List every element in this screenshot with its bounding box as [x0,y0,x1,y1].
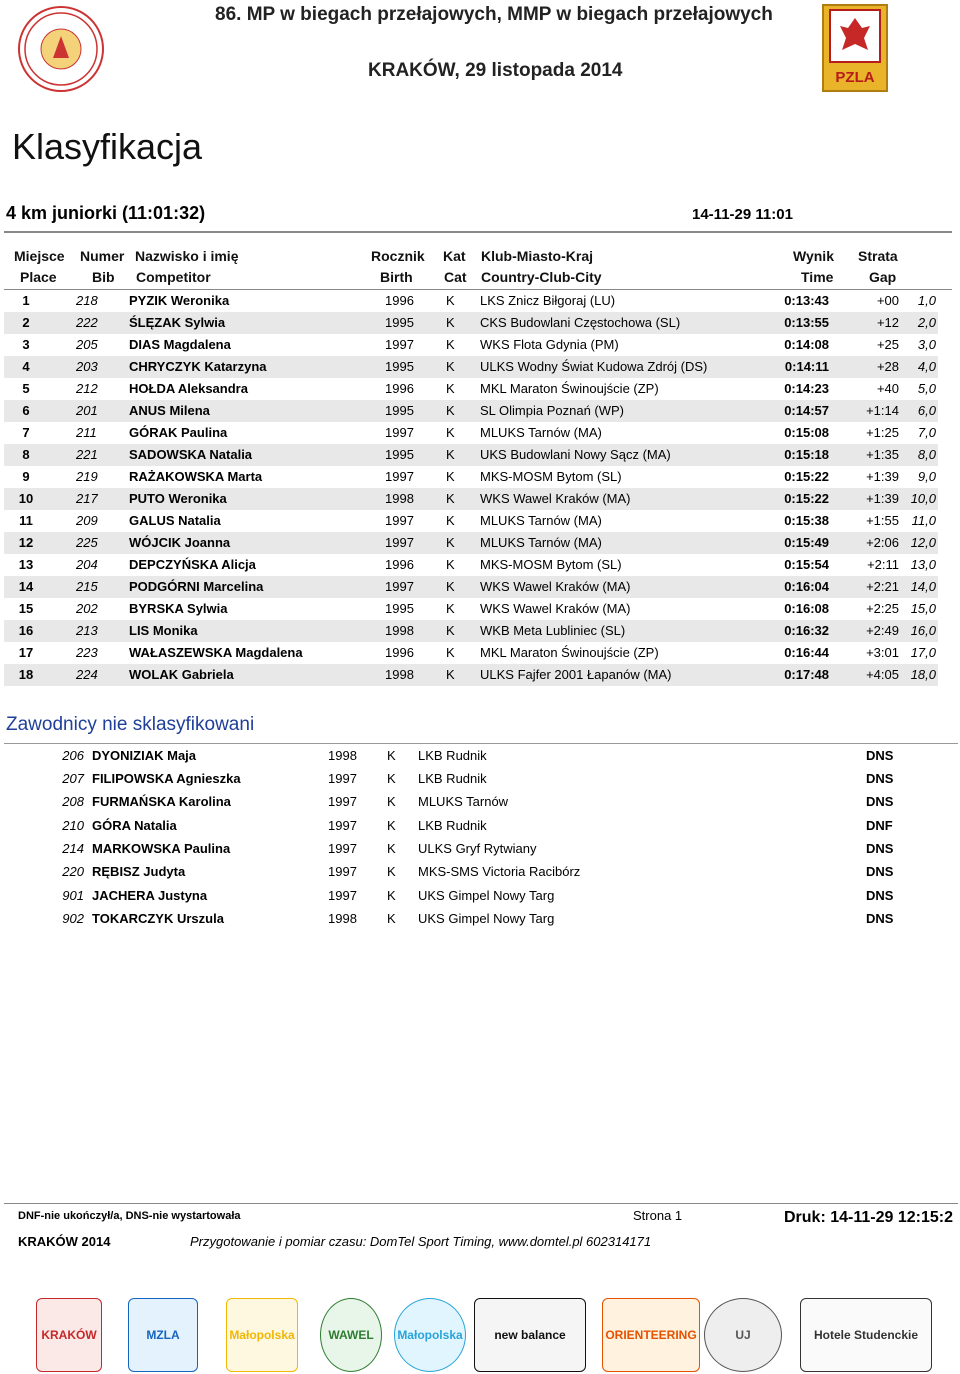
status: DNS [866,748,894,763]
points: 8,0 [917,447,936,462]
place: 13 [18,557,34,572]
table-row [4,576,938,598]
bib: 222 [76,315,98,330]
place: 11 [19,513,33,528]
bib: 202 [76,601,98,616]
table-row [4,488,938,510]
birth-year: 1997 [385,469,414,484]
sponsor-logo-krakow [36,1298,102,1372]
col-header-cat-pl: Kat [443,248,466,264]
competitor-name: LIS Monika [129,623,198,638]
sponsor-label: KRAKÓW [41,1328,97,1342]
competitor-name: DYONIZIAK Maja [92,748,197,763]
place: 10 [18,491,34,506]
col-header-name-pl: Nazwisko i imię [135,248,239,264]
gap: +1:39 [866,469,899,484]
category: K [446,315,455,330]
col-header-time-pl: Wynik [793,248,834,264]
category: K [387,748,396,763]
club: ULKS Fajfer 2001 Łapanów (MA) [480,667,672,682]
points: 12,0 [910,535,936,550]
place: 17 [18,645,34,660]
category: K [446,447,455,462]
birth-year: 1997 [328,888,357,903]
category: K [446,579,455,594]
category: K [446,601,455,616]
gap: +00 [876,293,899,308]
time: 0:16:44 [784,645,829,660]
status: DNS [866,911,894,926]
table-row [4,444,938,466]
category: K [446,623,455,638]
club: MKL Maraton Świnoujście (ZP) [480,381,659,396]
category: K [446,381,455,396]
col-header-bib-en: Bib [92,269,115,285]
sponsor-logo-wawel [320,1298,382,1372]
place: 8 [22,447,30,462]
col-header-birth-pl: Rocznik [371,248,425,264]
sponsor-logo-hotele-studenckie [800,1298,932,1372]
category: K [387,771,396,786]
place: 7 [22,425,30,440]
event-name: 4 km juniorki (11:01:32) [6,203,206,223]
status: DNS [866,794,894,809]
col-header-time-en: Time [801,269,834,285]
competitor-name: RĘBISZ Judyta [92,864,186,879]
sponsor-logo-orienteering [602,1298,700,1372]
sponsor-label: UJ [735,1328,751,1342]
birth-year: 1997 [328,841,357,856]
col-header-birth-en: Birth [380,269,413,285]
competitor-name: PUTO Weronika [129,491,227,506]
place: 9 [22,469,30,484]
competitor-name: WAŁASZEWSKA Magdalena [129,645,303,660]
club: MLUKS Tarnów (MA) [480,425,602,440]
category: K [446,513,455,528]
birth-year: 1997 [328,771,357,786]
time: 0:15:54 [784,557,829,572]
time: 0:13:43 [784,293,829,308]
birth-year: 1997 [328,794,357,809]
print-timestamp: Druk: 14-11-29 12:15:2 [784,1209,953,1226]
place: 16 [18,623,34,638]
competitor-name: JACHERA Justyna [92,888,208,903]
sponsor-logo-mzla [128,1298,198,1372]
bib: 218 [76,293,98,308]
table-row [4,334,938,356]
sponsor-label: WAWEL [328,1328,374,1342]
points: 6,0 [917,403,936,418]
competitor-name: GÓRAK Paulina [129,425,228,440]
points: 14,0 [910,579,936,594]
category: K [446,491,455,506]
table-row [4,554,938,576]
birth-year: 1997 [385,425,414,440]
competitor-name: GALUS Natalia [129,513,221,528]
competitor-name: MARKOWSKA Paulina [92,841,231,856]
club: LKB Rudnik [418,748,487,763]
table-row [4,378,938,400]
birth-year: 1997 [328,818,357,833]
points: 5,0 [917,381,936,396]
competition-date: KRAKÓW, 29 listopada 2014 [368,60,623,81]
col-header-place-pl: Miejsce [14,248,65,264]
birth-year: 1997 [385,535,414,550]
place: 2 [22,315,30,330]
category: K [387,864,396,879]
col-header-name-en: Competitor [136,269,211,285]
bib: 901 [62,888,84,903]
bib: 217 [76,491,98,506]
club: UKS Gimpel Nowy Targ [418,888,555,903]
col-header-cat-en: Cat [444,269,467,285]
table-row [4,422,938,444]
club: MLUKS Tarnów (MA) [480,513,602,528]
club: ULKS Gryf Rytwiany [418,841,537,856]
table-row [4,620,938,642]
birth-year: 1995 [385,315,414,330]
competitor-name: BYRSKA Sylwia [129,601,228,616]
birth-year: 1995 [385,403,414,418]
birth-year: 1996 [385,381,414,396]
bib: 210 [62,818,84,833]
club: LKB Rudnik [418,818,487,833]
club: MKS-MOSM Bytom (SL) [480,469,622,484]
time: 0:16:04 [784,579,829,594]
gap: +1:14 [866,403,899,418]
time: 0:14:08 [784,337,829,352]
gap: +1:55 [866,513,899,528]
time: 0:15:49 [784,535,829,550]
category: K [446,645,455,660]
competitor-name: SADOWSKA Natalia [129,447,253,462]
time: 0:14:11 [784,359,829,374]
club: MKS-SMS Victoria Racibórz [418,864,581,879]
competitor-name: WOLAK Gabriela [129,667,234,682]
club: LKB Rudnik [418,771,487,786]
club: MKS-MOSM Bytom (SL) [480,557,622,572]
category: K [446,535,455,550]
col-header-gap-en: Gap [869,269,897,285]
section-title-unclassified: Zawodnicy nie sklasyfikowani [6,714,255,735]
time: 0:16:08 [784,601,829,616]
competitor-name: GÓRA Natalia [92,818,177,833]
sponsor-label: new balance [494,1328,566,1342]
bib: 203 [76,359,98,374]
category: K [446,557,455,572]
page-number: Strona 1 [633,1208,683,1223]
category: K [446,403,455,418]
competitor-name: PODGÓRNI Marcelina [129,579,264,594]
points: 7,0 [917,425,936,440]
status: DNS [866,888,894,903]
points: 10,0 [910,491,936,506]
club: MKL Maraton Świnoujście (ZP) [480,645,659,660]
category: K [387,818,396,833]
status: DNS [866,841,894,856]
gap: +2:11 [867,557,899,572]
place: 4 [22,359,30,374]
club: MLUKS Tarnów [418,794,509,809]
club: WKB Meta Lubliniec (SL) [480,623,626,638]
page-title: Klasyfikacja [12,126,203,167]
category: K [446,667,455,682]
event-datetime: 14-11-29 11:01 [692,206,793,223]
competitor-name: RAŻAKOWSKA Marta [129,469,263,484]
place: 3 [22,337,30,352]
competitor-name: DIAS Magdalena [129,337,231,352]
col-header-club-pl: Klub-Miasto-Kraj [481,248,593,264]
divider [4,743,958,744]
club: WKS Wawel Kraków (MA) [480,601,631,616]
competitor-name: PYZIK Weronika [129,293,230,308]
gap: +28 [876,359,899,374]
place: 12 [18,535,34,550]
table-row [4,664,938,686]
list-item [4,886,934,908]
sponsor-label: MZLA [146,1328,180,1342]
points: 2,0 [917,315,936,330]
col-header-bib-pl: Numer [80,248,125,264]
bib: 204 [76,557,98,572]
points: 18,0 [910,667,936,682]
gap: +3:01 [866,645,899,660]
bib: 221 [76,447,98,462]
club: WKS Wawel Kraków (MA) [480,579,631,594]
time: 0:13:55 [784,315,829,330]
table-row [4,400,938,422]
list-item [4,792,934,814]
list-item [4,839,934,861]
list-item [4,816,934,838]
bib: 212 [76,381,98,396]
competitor-name: FILIPOWSKA Agnieszka [92,771,241,786]
points: 13,0 [910,557,936,572]
birth-year: 1998 [385,623,414,638]
club: MLUKS Tarnów (MA) [480,535,602,550]
birth-year: 1995 [385,601,414,616]
competitor-name: CHRYCZYK Katarzyna [129,359,267,374]
sponsor-label: Hotele Studenckie [813,1328,919,1342]
place: 6 [22,403,30,418]
bib: 207 [62,771,84,786]
points: 15,0 [910,601,936,616]
gap: +12 [876,315,899,330]
birth-year: 1998 [385,491,414,506]
table-row [4,642,938,664]
list-item [4,909,934,931]
club: ULKS Wodny Świat Kudowa Zdrój (DS) [480,359,708,374]
gap: +25 [876,337,899,352]
place: 14 [18,579,34,594]
competitor-name: TOKARCZYK Urszula [92,911,224,926]
col-header-gap-pl: Strata [858,248,898,264]
time: 0:15:38 [784,513,829,528]
birth-year: 1996 [385,557,414,572]
gap: +4:05 [866,667,899,682]
status: DNS [866,864,894,879]
category: K [387,794,396,809]
time: 0:17:48 [784,667,829,682]
bib: 220 [62,864,84,879]
time: 0:14:57 [784,403,829,418]
competitor-name: DEPCZYŃSKA Alicja [129,557,256,572]
table-row [4,598,938,620]
birth-year: 1997 [385,513,414,528]
pzla-logo [822,4,888,92]
competitor-name: FURMAŃSKA Karolina [92,794,231,809]
bib: 208 [62,794,84,809]
birth-year: 1997 [385,579,414,594]
sponsor-logo-malopolska-2 [394,1298,466,1372]
bib: 206 [62,748,84,763]
club: WKS Wawel Kraków (MA) [480,491,631,506]
category: K [387,888,396,903]
birth-year: 1998 [328,748,357,763]
points: 11,0 [911,513,936,528]
table-row [4,510,938,532]
bib: 201 [76,403,98,418]
place: 5 [22,381,30,396]
category: K [446,469,455,484]
bib: 209 [76,513,98,528]
birth-year: 1997 [385,337,414,352]
divider [4,231,952,233]
category: K [446,359,455,374]
category: K [446,293,455,308]
time: 0:16:32 [784,623,829,638]
sponsor-label: Małopolska [229,1328,295,1342]
gap: +40 [876,381,899,396]
birth-year: 1995 [385,359,414,374]
category: K [387,911,396,926]
timing-credits: Przygotowanie i pomiar czasu: DomTel Sport Timing, www.domtel.pl 602314171 [190,1234,652,1249]
sponsor-label: ORIENTEERING [605,1328,697,1342]
points: 16,0 [910,623,936,638]
place: 18 [18,667,34,682]
gap: +1:39 [866,491,899,506]
sponsor-logo-new-balance [474,1298,586,1372]
gap: +2:25 [866,601,899,616]
col-header-place-en: Place [20,269,57,285]
club: CKS Budowlani Częstochowa (SL) [480,315,681,330]
list-item [4,746,934,768]
bib: 215 [76,579,98,594]
points: 17,0 [910,645,936,660]
points: 3,0 [917,337,936,352]
list-item [4,769,934,791]
bib: 902 [62,911,84,926]
place: 15 [18,601,34,616]
gap: +1:25 [866,425,899,440]
table-row [4,466,938,488]
sponsor-logo-malopolska [226,1298,298,1372]
bib: 219 [76,469,98,484]
competitor-name: ANUS Milena [129,403,210,418]
status: DNF [866,818,893,833]
bib: 213 [76,623,98,638]
category: K [446,337,455,352]
birth-year: 1996 [385,293,414,308]
bib: 223 [76,645,98,660]
category: K [446,425,455,440]
time: 0:15:18 [784,447,829,462]
birth-year: 1998 [385,667,414,682]
club: LKS Znicz Biłgoraj (LU) [480,293,616,308]
place: 1 [22,293,30,308]
club: WKS Flota Gdynia (PM) [480,337,619,352]
bib: 205 [76,337,98,352]
birth-year: 1998 [328,911,357,926]
gap: +1:35 [866,447,899,462]
time: 0:15:08 [784,425,829,440]
birth-year: 1995 [385,447,414,462]
gap: +2:49 [866,623,899,638]
competitor-name: HOŁDA Aleksandra [129,381,248,396]
points: 9,0 [917,469,936,484]
table-row [4,532,938,554]
time: 0:15:22 [784,491,829,506]
club: UKS Budowlani Nowy Sącz (MA) [480,447,671,462]
status-legend: DNF-nie ukończył/a, DNS-nie wystartowała [18,1210,241,1222]
sponsor-label: Małopolska [397,1328,463,1342]
table-row [4,312,938,334]
competitor-name: ŚLĘZAK Sylwia [129,315,226,330]
list-item [4,862,934,884]
category: K [387,841,396,856]
sponsor-logo-uj [704,1298,782,1372]
footer-divider [4,1203,958,1204]
competitor-name: WÓJCIK Joanna [129,535,231,550]
championship-logo [18,6,104,92]
points: 1,0 [917,293,936,308]
bib: 211 [76,425,97,440]
bib: 225 [76,535,98,550]
time: 0:14:23 [784,381,829,396]
bib: 224 [76,667,98,682]
birth-year: 1997 [328,864,357,879]
table-row [4,356,938,378]
gap: +2:21 [866,579,899,594]
club: UKS Gimpel Nowy Targ [418,911,555,926]
time: 0:15:22 [784,469,829,484]
table-row [4,290,938,312]
svg-text:PZLA: PZLA [835,69,875,86]
club: SL Olimpia Poznań (WP) [480,403,625,418]
competition-title: 86. MP w biegach przełajowych, MMP w biegach przełajowych [215,4,773,25]
birth-year: 1996 [385,645,414,660]
gap: +2:06 [866,535,899,550]
bib: 214 [62,841,84,856]
status: DNS [866,771,894,786]
footer-city: KRAKÓW 2014 [18,1234,111,1249]
col-header-club-en: Country-Club-City [481,269,602,285]
points: 4,0 [917,359,936,374]
